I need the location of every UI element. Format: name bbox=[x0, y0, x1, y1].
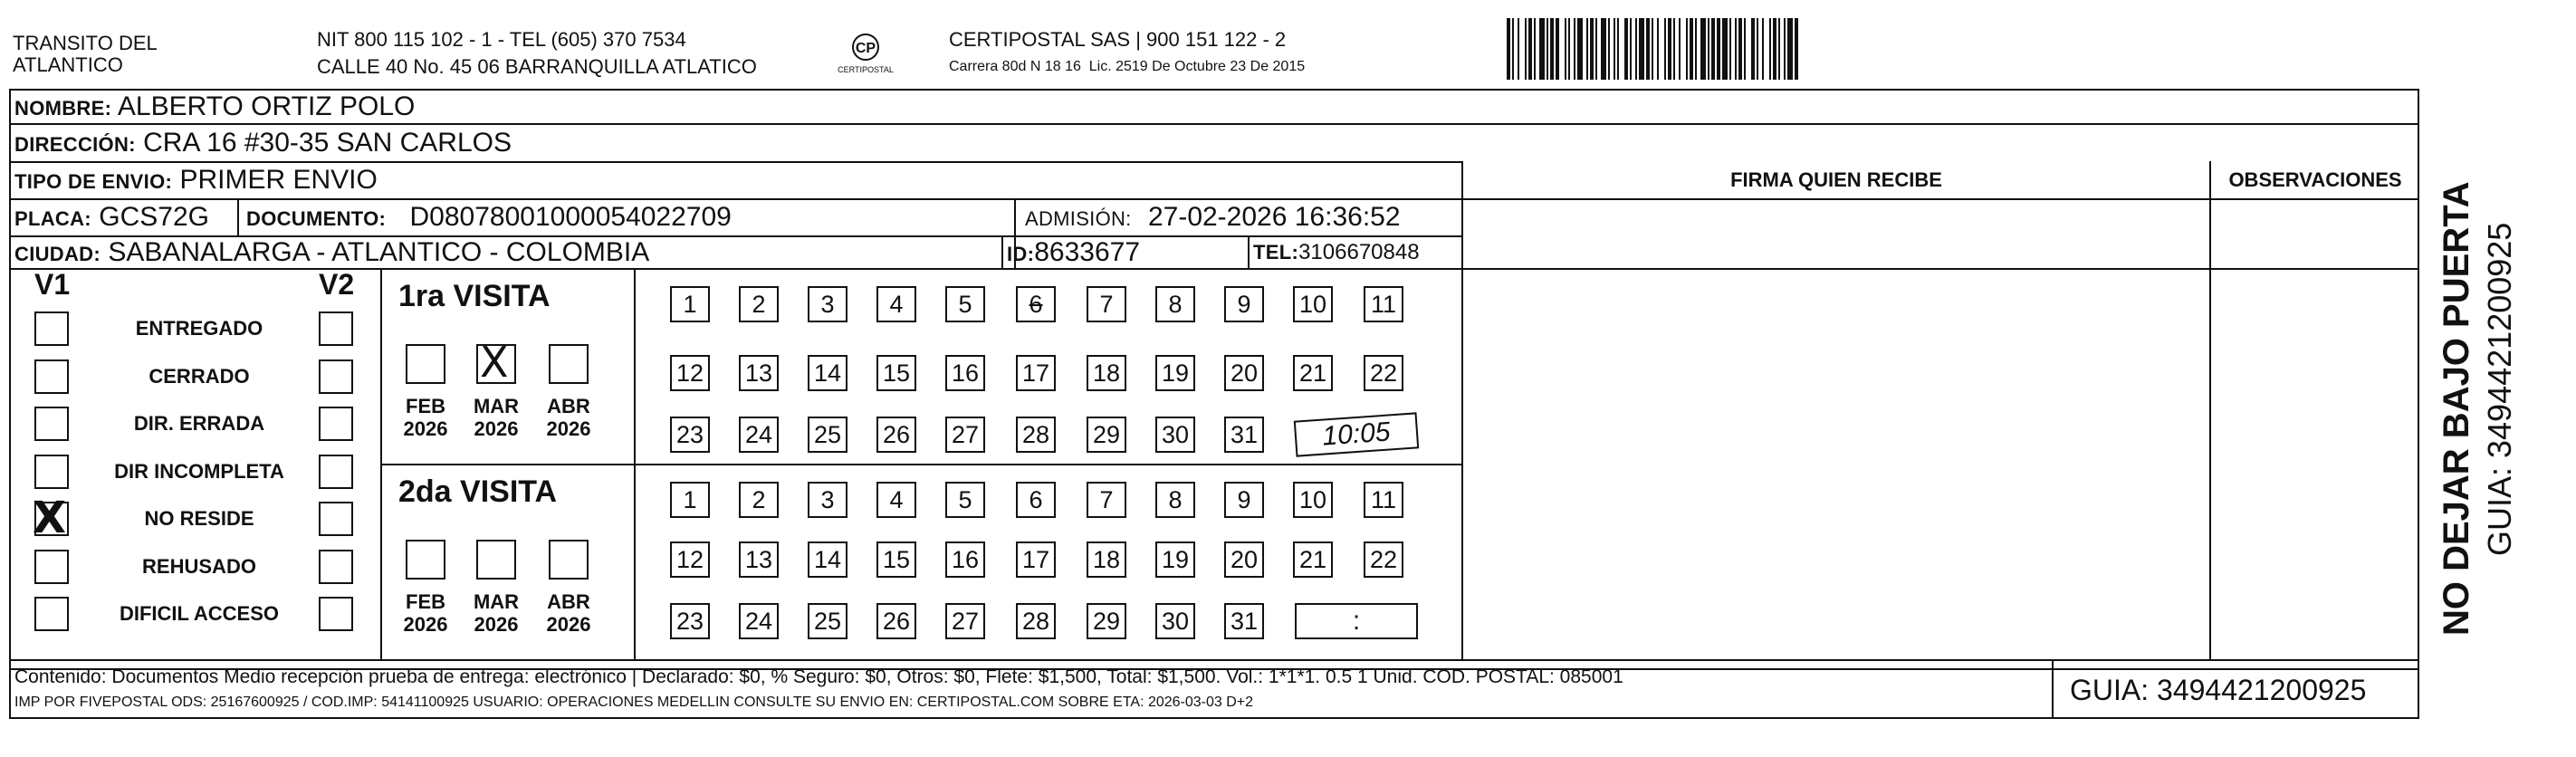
visit1-day-22[interactable]: 22 bbox=[1364, 355, 1403, 391]
visit1-day-28[interactable]: 28 bbox=[1016, 417, 1056, 453]
barcode-bar bbox=[1795, 18, 1798, 80]
visit2-day-10[interactable]: 10 bbox=[1293, 482, 1333, 518]
barcode-bar bbox=[1630, 18, 1632, 80]
barcode-bar bbox=[1534, 18, 1536, 80]
visit2-time-box[interactable]: : bbox=[1295, 603, 1418, 639]
visit2-month-checkbox-2[interactable] bbox=[549, 540, 589, 580]
barcode-bar bbox=[1686, 18, 1688, 80]
visit1-month-label-1: MAR 2026 bbox=[473, 395, 520, 440]
barcode-bar bbox=[1525, 18, 1527, 80]
tel-value: 3106670848 bbox=[1298, 240, 1420, 264]
visit1-day-9[interactable]: 9 bbox=[1224, 286, 1264, 322]
v1-checkbox-0[interactable] bbox=[34, 311, 69, 346]
plate-field bbox=[14, 201, 209, 235]
visit2-month-label-1: MAR 2026 bbox=[473, 590, 520, 636]
visit1-day-17[interactable]: 17 bbox=[1016, 355, 1056, 391]
barcode-bar bbox=[1664, 18, 1666, 80]
barcode-bar bbox=[1679, 18, 1681, 80]
barcode-bar bbox=[1574, 18, 1575, 80]
barcode-bar bbox=[1729, 18, 1731, 80]
barcode-bar bbox=[1550, 18, 1554, 80]
v1-header: V1 bbox=[34, 268, 71, 301]
visit2-day-15[interactable]: 15 bbox=[876, 541, 916, 578]
barcode-bar bbox=[1635, 18, 1637, 80]
visit1-day-20[interactable]: 20 bbox=[1224, 355, 1264, 391]
barcode-bar bbox=[1547, 18, 1548, 80]
visit1-month-label-2: ABR 2026 bbox=[546, 395, 591, 440]
status-label-1: CERRADO bbox=[148, 365, 250, 388]
guide-number-box: GUIA: 3494421200925 bbox=[2070, 674, 2367, 706]
barcode-bar bbox=[1652, 18, 1653, 80]
visit1-day-5[interactable]: 5 bbox=[945, 286, 985, 322]
visit2-day-21[interactable]: 21 bbox=[1293, 541, 1333, 578]
barcode-bar bbox=[1751, 18, 1755, 80]
barcode-bar bbox=[1556, 18, 1559, 80]
barcode-bar bbox=[1624, 18, 1628, 80]
visit1-day-25[interactable]: 25 bbox=[808, 417, 847, 453]
svg-text:CP: CP bbox=[855, 41, 876, 56]
visit1-day-13[interactable]: 13 bbox=[739, 355, 779, 391]
tel-label: TEL: bbox=[1253, 241, 1299, 264]
shipment-type bbox=[14, 164, 378, 198]
barcode-bar bbox=[1757, 18, 1758, 80]
visit2-month-label-0: FEB 2026 bbox=[403, 590, 448, 636]
visit1-day-30[interactable]: 30 bbox=[1155, 417, 1195, 453]
v2-checkbox-6[interactable] bbox=[319, 597, 353, 631]
barcode-bar bbox=[1577, 18, 1583, 80]
barcode-bar bbox=[1717, 18, 1720, 80]
id-value: 8633677 bbox=[1034, 237, 1141, 267]
v1-checkbox-5[interactable] bbox=[34, 550, 69, 584]
id-label: ID: bbox=[1007, 243, 1035, 265]
barcode-bar bbox=[1595, 18, 1597, 80]
sender-nit: NIT 800 115 102 - 1 - TEL (605) 370 7534 bbox=[317, 28, 686, 51]
visit2-month-label-2: ABR 2026 bbox=[546, 590, 591, 636]
recipient-address bbox=[14, 127, 512, 161]
barcode-bar bbox=[1646, 18, 1650, 80]
barcode-bar bbox=[1539, 18, 1545, 80]
visit2-day-13[interactable]: 13 bbox=[739, 541, 779, 578]
city-field bbox=[14, 236, 649, 271]
type-value: PRIMER ENVIO bbox=[179, 165, 378, 195]
document-label: DOCUMENTO: bbox=[246, 207, 387, 230]
sender-name-line2: ATLANTICO bbox=[13, 53, 123, 76]
admission-label: ADMISIÓN: bbox=[1025, 207, 1132, 230]
document-field bbox=[246, 201, 732, 235]
plate-value: GCS72G bbox=[99, 202, 209, 232]
barcode-bar bbox=[1617, 18, 1619, 80]
city-label: CIUDAD: bbox=[14, 243, 101, 265]
v1-checkbox-2[interactable] bbox=[34, 407, 69, 441]
visit1-day-2[interactable]: 2 bbox=[739, 286, 779, 322]
visit2-day-17[interactable]: 17 bbox=[1016, 541, 1056, 578]
visit1-month-checkbox-1[interactable] bbox=[476, 338, 516, 387]
barcode-bar bbox=[1614, 18, 1615, 80]
visit1-day-1[interactable]: 1 bbox=[670, 286, 710, 322]
status-label-4: NO RESIDE bbox=[144, 507, 254, 530]
visit1-day-19[interactable]: 19 bbox=[1155, 355, 1195, 391]
visit2-day-22[interactable]: 22 bbox=[1364, 541, 1403, 578]
barcode-bar bbox=[1507, 18, 1510, 80]
visit2-day-1[interactable]: 1 bbox=[670, 482, 710, 518]
barcode-bar bbox=[1700, 18, 1706, 80]
visit2-day-3[interactable]: 3 bbox=[808, 482, 847, 518]
barcode-bar bbox=[1512, 18, 1514, 80]
visit1-day-29[interactable]: 29 bbox=[1087, 417, 1126, 453]
plate-label: PLACA: bbox=[14, 207, 91, 230]
visit1-day-15[interactable]: 15 bbox=[876, 355, 916, 391]
visit2-day-11[interactable]: 11 bbox=[1364, 482, 1403, 518]
barcode-bar bbox=[1528, 18, 1532, 80]
barcode-bar bbox=[1735, 18, 1737, 80]
certipostal-logo bbox=[820, 29, 911, 81]
barcode-bar bbox=[1518, 18, 1519, 80]
sender-name-line1: TRANSITO DEL bbox=[13, 32, 158, 54]
visit2-day-7[interactable]: 7 bbox=[1087, 482, 1126, 518]
visit2-day-25[interactable]: 25 bbox=[808, 603, 847, 639]
admission-value: 27-02-2026 16:36:52 bbox=[1147, 202, 1401, 232]
footer-box bbox=[9, 659, 2419, 719]
visit1-day-16[interactable]: 16 bbox=[945, 355, 985, 391]
status-label-5: REHUSADO bbox=[142, 555, 256, 578]
v2-checkbox-2[interactable] bbox=[319, 407, 353, 441]
address-value: CRA 16 #30-35 SAN CARLOS bbox=[143, 128, 512, 158]
barcode-bar bbox=[1695, 18, 1697, 80]
v2-checkbox-5[interactable] bbox=[319, 550, 353, 584]
visit2-day-9[interactable]: 9 bbox=[1224, 482, 1264, 518]
type-label: TIPO DE ENVIO: bbox=[14, 170, 173, 193]
visit1-day-26[interactable]: 26 bbox=[876, 417, 916, 453]
visit1-day-27[interactable]: 27 bbox=[945, 417, 985, 453]
visit1-day-6[interactable]: 6 bbox=[1016, 286, 1056, 322]
v2-header: V2 bbox=[319, 268, 355, 301]
city-value: SABANALARGA - ATLANTICO - COLOMBIA bbox=[108, 237, 650, 267]
barcode-bar bbox=[1787, 18, 1793, 80]
address-label: DIRECCIÓN: bbox=[14, 133, 136, 156]
barcode-bar bbox=[1565, 18, 1566, 80]
barcode-icon bbox=[1507, 18, 2159, 80]
visit1-title: 1ra VISITA bbox=[398, 279, 551, 313]
no-under-door-warning: NO DEJAR BAJO PUERTA bbox=[2437, 181, 2476, 636]
barcode-bar bbox=[1586, 18, 1588, 80]
v2-checkbox-1[interactable] bbox=[319, 359, 353, 394]
barcode-bar bbox=[1601, 18, 1606, 80]
admission-field bbox=[1025, 201, 1401, 235]
visit1-month-check-mark: X bbox=[480, 338, 509, 387]
visit2-day-18[interactable]: 18 bbox=[1087, 541, 1126, 578]
barcode-bar bbox=[1738, 18, 1742, 80]
visit2-day-6[interactable]: 6 bbox=[1016, 482, 1056, 518]
barcode-bar bbox=[1708, 18, 1709, 80]
document-value: D08078001000054022709 bbox=[409, 202, 732, 232]
visit2-title: 2da VISITA bbox=[398, 474, 558, 509]
print-line: IMP POR FIVEPOSTAL ODS: 25167600925 / COD.IMP: 54141100925 USUARIO: OPERACIONES MEDELLIN CONSULTE SU ENVIO EN: CERTIPOSTAL.COM SOBRE ETA: 2026-03-03 D+2 bbox=[14, 695, 1254, 710]
v1-checkbox-4[interactable] bbox=[33, 493, 69, 543]
visit2-day-27[interactable]: 27 bbox=[945, 603, 985, 639]
v1-checkbox-6[interactable] bbox=[34, 597, 69, 631]
v2-checkbox-0[interactable] bbox=[319, 311, 353, 346]
barcode-bar bbox=[1722, 18, 1728, 80]
visit1-day-23[interactable]: 23 bbox=[670, 417, 710, 453]
barcode-bar bbox=[1711, 18, 1715, 80]
barcode-bar bbox=[1769, 18, 1771, 80]
visit2-day-12[interactable]: 12 bbox=[670, 541, 710, 578]
id-field bbox=[1007, 236, 1140, 271]
visit1-day-4[interactable]: 4 bbox=[876, 286, 916, 322]
visit2-day-31[interactable]: 31 bbox=[1224, 603, 1264, 639]
visit2-day-2[interactable]: 2 bbox=[739, 482, 779, 518]
logo-text: CERTIPOSTAL bbox=[838, 65, 894, 74]
carrier-name: CERTIPOSTAL SAS | 900 151 122 - 2 bbox=[949, 28, 1287, 51]
visit2-day-24[interactable]: 24 bbox=[739, 603, 779, 639]
visit2-day-8[interactable]: 8 bbox=[1155, 482, 1195, 518]
barcode-bar bbox=[1608, 18, 1610, 80]
visit1-day-11[interactable]: 11 bbox=[1364, 286, 1403, 322]
barcode-bar bbox=[1773, 18, 1776, 80]
visit2-day-23[interactable]: 23 bbox=[670, 603, 710, 639]
barcode-bar bbox=[1639, 18, 1644, 80]
visit1-day-3[interactable]: 3 bbox=[808, 286, 847, 322]
v2-checkbox-3[interactable] bbox=[319, 455, 353, 489]
visit1-day-7[interactable]: 7 bbox=[1087, 286, 1126, 322]
barcode-bar bbox=[1744, 18, 1746, 80]
barcode-bar bbox=[1590, 18, 1594, 80]
barcode-bar bbox=[1657, 18, 1659, 80]
barcode-bar bbox=[1784, 18, 1786, 80]
name-value: ALBERTO ORTIZ POLO bbox=[117, 91, 416, 121]
visit2-day-16[interactable]: 16 bbox=[945, 541, 985, 578]
status-label-3: DIR INCOMPLETA bbox=[114, 460, 284, 483]
v1-checkbox-3[interactable] bbox=[34, 455, 69, 489]
barcode-bar bbox=[1762, 18, 1764, 80]
barcode-bar bbox=[1568, 18, 1570, 80]
v2-checkbox-4[interactable] bbox=[319, 502, 353, 536]
signature-header: FIRMA QUIEN RECIBE bbox=[1730, 168, 1942, 191]
side-guide-number: GUIA: 3494421200925 bbox=[2481, 222, 2518, 556]
visit2-day-30[interactable]: 30 bbox=[1155, 603, 1195, 639]
visit1-month-checkbox-0[interactable] bbox=[406, 344, 445, 384]
visit1-month-checkbox-2[interactable] bbox=[549, 344, 589, 384]
v1-checkbox-1[interactable] bbox=[34, 359, 69, 394]
visit2-day-28[interactable]: 28 bbox=[1016, 603, 1056, 639]
visit2-day-29[interactable]: 29 bbox=[1087, 603, 1126, 639]
visit1-day-8[interactable]: 8 bbox=[1155, 286, 1195, 322]
recipient-name bbox=[14, 91, 415, 125]
visit1-day-18[interactable]: 18 bbox=[1087, 355, 1126, 391]
visit2-month-checkbox-1[interactable] bbox=[476, 540, 516, 580]
visit2-day-4[interactable]: 4 bbox=[876, 482, 916, 518]
barcode-bar bbox=[1673, 18, 1675, 80]
status-label-2: DIR. ERRADA bbox=[133, 412, 265, 435]
visit1-day-24[interactable]: 24 bbox=[739, 417, 779, 453]
barcode-bar bbox=[1668, 18, 1671, 80]
barcode-bar bbox=[1690, 18, 1693, 80]
visit2-day-26[interactable]: 26 bbox=[876, 603, 916, 639]
visit1-day-12[interactable]: 12 bbox=[670, 355, 710, 391]
visit2-day-14[interactable]: 14 bbox=[808, 541, 847, 578]
contents-line: Contenido: Documentos Medio recepción prueba de entrega: electrónico | Declarado: $0, % Seguro: $0, Otros: $0, Flete: $1,500, Total: $1,500. Vol.: 1*1*1. 0.5 1 Unid. COD. POSTAL: 085001 bbox=[14, 666, 1623, 687]
visit2-month-checkbox-0[interactable] bbox=[406, 540, 445, 580]
visit1-time-box[interactable]: 10:05 bbox=[1294, 412, 1419, 456]
name-label: NOMBRE: bbox=[14, 97, 112, 120]
status-label-0: ENTREGADO bbox=[135, 317, 263, 340]
carrier-license: Carrera 80d N 18 16 Lic. 2519 De Octubre 23 De 2015 bbox=[949, 59, 1306, 74]
visit1-day-31[interactable]: 31 bbox=[1224, 417, 1264, 453]
visit1-day-10[interactable]: 10 bbox=[1293, 286, 1333, 322]
sender-address: CALLE 40 No. 45 06 BARRANQUILLA ATLATICO bbox=[317, 55, 757, 78]
visit2-day-20[interactable]: 20 bbox=[1224, 541, 1264, 578]
visit1-day-21[interactable]: 21 bbox=[1293, 355, 1333, 391]
tel-field bbox=[1253, 236, 1420, 269]
visit1-day-14[interactable]: 14 bbox=[808, 355, 847, 391]
barcode-bar bbox=[1778, 18, 1780, 80]
observations-header: OBSERVACIONES bbox=[2228, 168, 2402, 191]
v1-check-mark: X bbox=[33, 493, 67, 543]
visit2-day-19[interactable]: 19 bbox=[1155, 541, 1195, 578]
visit2-day-5[interactable]: 5 bbox=[945, 482, 985, 518]
visit1-month-label-0: FEB 2026 bbox=[403, 395, 448, 440]
status-label-6: DIFICIL ACCESO bbox=[119, 602, 279, 625]
